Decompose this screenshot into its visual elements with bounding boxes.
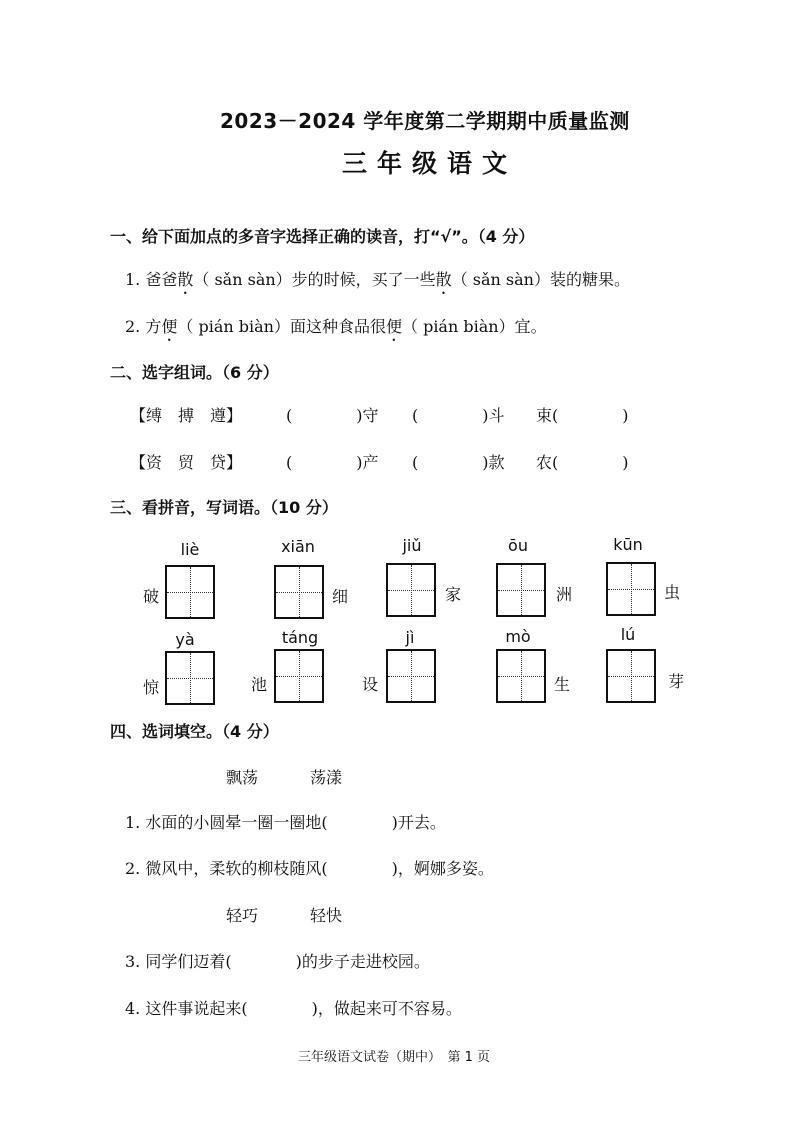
writing-box-1-4[interactable]	[496, 563, 546, 617]
char-2-2: 池	[251, 675, 268, 694]
word-choice-1a: 飘荡	[226, 768, 259, 787]
pinyin-2-3: jì	[405, 628, 415, 647]
writing-box-2-2[interactable]	[274, 649, 324, 703]
char-1-5: 虫	[664, 583, 681, 602]
section-4-question-1: 1. 水面的小圆晕一圈一圈地( )开去。	[125, 813, 446, 832]
pinyin-2-2: táng	[281, 628, 319, 647]
blank-2-3[interactable]: 农( )	[536, 453, 629, 472]
pinyin-1-3: jiǔ	[402, 536, 422, 555]
section-1-question-1	[125, 267, 630, 298]
char-1-2: 细	[332, 587, 349, 606]
writing-box-1-1[interactable]	[165, 565, 215, 619]
word-choice-1b: 荡漾	[310, 768, 343, 787]
writing-box-2-4[interactable]	[496, 649, 546, 703]
blank-2-2[interactable]: ( )款	[412, 453, 505, 472]
blank-1-3[interactable]: 束( )	[536, 406, 629, 425]
section-4-question-2: 2. 微风中，柔软的柳枝随风( )，婀娜多姿。	[125, 859, 494, 878]
char-2-4: 生	[554, 675, 571, 694]
char-group-1: 【缚 搏 遵】	[130, 406, 243, 425]
blank-2-1[interactable]: ( )产	[286, 453, 379, 472]
pinyin-1-1: liè	[180, 540, 200, 559]
blank-1-2[interactable]: ( )斗	[412, 406, 505, 425]
char-2-1: 惊	[143, 678, 160, 697]
writing-box-1-5[interactable]	[606, 562, 656, 616]
q1-text-a: 1. 爸爸	[125, 270, 178, 289]
pinyin-2-4: mò	[505, 627, 531, 646]
writing-box-2-5[interactable]	[606, 649, 656, 703]
section-4-question-4: 4. 这件事说起来( )，做起来可不容易。	[125, 999, 462, 1018]
q2-text-a: 2. 方	[125, 317, 162, 336]
char-group-2: 【资 贸 贷】	[130, 453, 243, 472]
char-1-4: 洲	[556, 585, 573, 604]
pinyin-1-5: kūn	[613, 535, 643, 554]
writing-box-1-3[interactable]	[386, 563, 436, 617]
q2-text-c: （ pián biàn）宜。	[401, 317, 547, 336]
section-4-heading: 四、选词填空。（4 分）	[110, 722, 279, 741]
exam-title: 2023－2024 学年度第二学期期中质量监测	[220, 109, 630, 133]
writing-box-2-3[interactable]	[386, 649, 436, 703]
writing-box-1-2[interactable]	[274, 565, 324, 619]
q1-text-c: （ sǎn sàn）装的糖果。	[451, 270, 630, 289]
pinyin-1-2: xiān	[281, 537, 315, 556]
section-3-heading: 三、看拼音，写词语。（10 分）	[110, 498, 338, 517]
section-1-question-2	[125, 314, 547, 345]
q1-dotted-char-2: 散	[435, 270, 452, 289]
section-2-heading: 二、选字组词。（6 分）	[110, 363, 279, 382]
q2-dotted-char-1: 便	[161, 317, 178, 336]
page-footer: 三年级语文试卷（期中） 第 1 页	[298, 1050, 491, 1065]
char-1-1: 破	[143, 587, 160, 606]
section-4-question-3: 3. 同学们迈着( )的步子走进校园。	[125, 952, 430, 971]
q1-dotted-char-1: 散	[177, 270, 194, 289]
word-choice-2a: 轻巧	[226, 906, 259, 925]
pinyin-1-4: ōu	[508, 536, 528, 555]
q2-text-b: （ pián biàn）面这种食品很	[177, 317, 386, 336]
pinyin-2-5: lú	[620, 625, 636, 644]
section-1-heading: 一、给下面加点的多音字选择正确的读音，打“√”。（4 分）	[110, 227, 535, 246]
word-choice-2b: 轻快	[310, 906, 343, 925]
q2-dotted-char-2: 便	[385, 317, 402, 336]
blank-1-1[interactable]: ( )守	[286, 406, 379, 425]
pinyin-2-1: yà	[175, 630, 195, 649]
char-2-5: 芽	[668, 672, 685, 691]
char-1-3: 家	[445, 585, 462, 604]
q1-text-b: （ sǎn sàn）步的时候，买了一些	[193, 270, 436, 289]
writing-box-2-1[interactable]	[165, 651, 215, 705]
exam-subtitle: 三年级语文	[342, 149, 518, 178]
char-2-3: 设	[362, 675, 379, 694]
